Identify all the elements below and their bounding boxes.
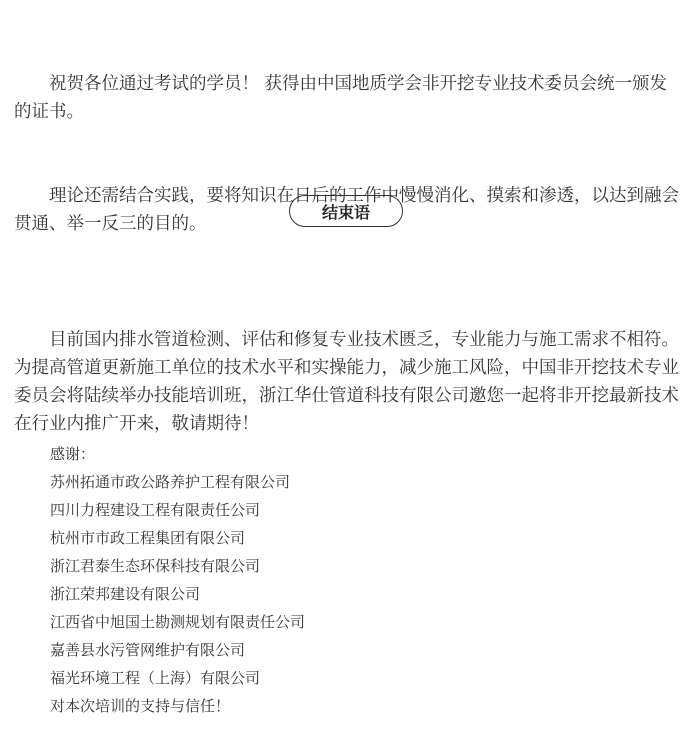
company-item: 杭州市市政工程集团有限公司 xyxy=(50,529,246,547)
company-item: 嘉善县水污管网维护有限公司 xyxy=(50,641,246,659)
section-title-pill xyxy=(289,195,403,227)
practice-paragraph: 理论还需结合实践，要将知识在日后的工作中慢慢消化、摸索和渗透，以达到融会贯通、举一反三的目的。 xyxy=(14,186,679,234)
company-item: 福光环境工程（上海）有限公司 xyxy=(50,669,261,687)
thanks-section xyxy=(50,440,610,720)
company-item: 浙江荣邦建设有限公司 xyxy=(50,585,201,603)
intro-section xyxy=(14,14,682,266)
closing-section xyxy=(14,270,682,466)
closing-paragraph: 目前国内排水管道检测、评估和修复专业技术匮乏，专业能力与施工需求不相符。为提高管道更新施工单位的技术水平和实操能力，减少施工风险，中国非开挖技术专业委员会将陆续举办技能培训班，浙江华仕管道科技有限公司邀您一起将非开挖最新技术在行业内推广开来，敬请期待！ xyxy=(14,330,679,434)
company-item: 苏州拓通市政公路养护工程有限公司 xyxy=(50,473,291,491)
company-item: 浙江君泰生态环保科技有限公司 xyxy=(50,557,261,575)
company-item: 江西省中旭国土勘测规划有限责任公司 xyxy=(50,613,306,631)
thanks-heading: 感谢： xyxy=(50,445,96,463)
section-title: 结束语 xyxy=(321,202,370,222)
thanks-footer: 对本次培训的支持与信任！ xyxy=(50,697,231,715)
company-item: 四川力程建设工程有限责任公司 xyxy=(50,501,261,519)
congratulations-paragraph: 祝贺各位通过考试的学员！ 获得由中国地质学会非开挖专业技术委员会统一颁发的证书。 xyxy=(14,74,668,122)
